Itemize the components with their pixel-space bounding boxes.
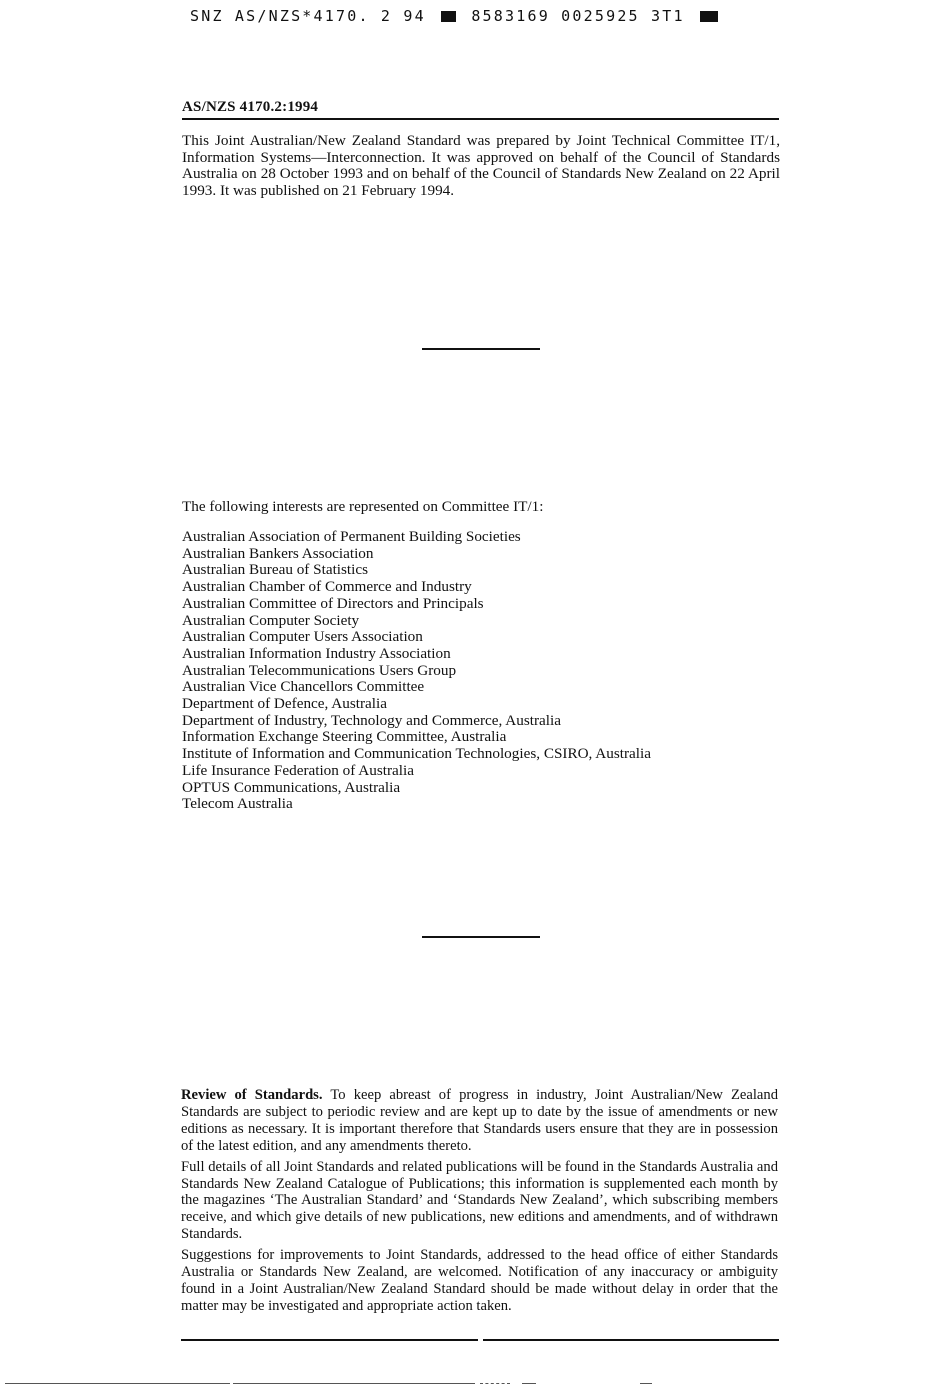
list-item: Australian Vice Chancellors Committee xyxy=(182,678,425,696)
list-item: Australian Computer Users Association xyxy=(182,628,423,646)
scan-edge-line xyxy=(5,1383,230,1384)
scan-header-code xyxy=(190,7,790,25)
list-item: OPTUS Communications, Australia xyxy=(182,778,401,796)
list-item: Australian Information Industry Association xyxy=(182,644,451,662)
scan-edge-line xyxy=(522,1383,536,1384)
document-header xyxy=(182,98,779,120)
interests-heading: The following interests are represented on Committee IT/1: xyxy=(182,498,544,515)
list-item: Australian Chamber of Commerce and Industry xyxy=(182,578,472,596)
list-item: Australian Bankers Association xyxy=(182,544,374,562)
scan-edge-line xyxy=(233,1383,475,1384)
list-item: Life Insurance Federation of Australia xyxy=(182,761,414,779)
review-paragraph-1-text: To keep abreast of progress in industry, Joint Australian/New Zealand Standards are subject to periodic review and are kept up to date by the issue of amendments or new editions as necessary. It is important therefore that Standards users ensure that they are in possession of the latest edition, and any amendments thereto. xyxy=(181,1087,778,1154)
review-paragraph-3: Suggestions for improvements to Joint Standards, addressed to the head office of either Standards Australia or Standards New Zealand, are welcomed. Notification of any inaccuracy or ambiguity found in a Joint Australian/New Zealand Standard should be made without delay in order that the matter may be investigated and appropriate action taken. xyxy=(181,1247,778,1314)
section-divider xyxy=(422,348,540,350)
list-item: Australian Association of Permanent Building Societies xyxy=(182,528,521,545)
list-item: Institute of Information and Communication Technologies, CSIRO, Australia xyxy=(182,745,651,763)
scan-edge-line xyxy=(640,1383,652,1384)
list-item: Department of Industry, Technology and Commerce, Australia xyxy=(182,711,561,729)
list-item: Australian Telecommunications Users Group xyxy=(182,661,457,679)
list-item: Australian Committee of Directors and Principals xyxy=(182,594,484,612)
review-paragraph-1 xyxy=(181,1087,778,1155)
list-item: Department of Defence, Australia xyxy=(182,695,387,713)
scan-header-code-part2: 8583169 0025925 3T1 xyxy=(471,7,685,25)
list-item: Information Exchange Steering Committee, Australia xyxy=(182,728,507,746)
review-paragraph-2: Full details of all Joint Standards and related publications will be found in the Standards Australia and Standards New Zealand Catalogue of Publications; this information is supplemented each month by the magazines ‘The Australian Standard’ and ‘Standards New Zealand’, which subscribing members receive, and which give details of new publications, new editions and amendments, and of withdrawn Standards. xyxy=(181,1158,778,1243)
list-item: Telecom Australia xyxy=(182,795,293,813)
list-item: Australian Computer Society xyxy=(182,611,360,629)
scan-edge-line xyxy=(480,1383,510,1384)
section-divider xyxy=(422,936,540,938)
review-of-standards xyxy=(181,1087,778,1319)
footer-rule xyxy=(181,1339,478,1341)
barcode-block-icon xyxy=(700,11,718,22)
review-lead: Review of Standards. xyxy=(181,1087,323,1103)
preparation-statement: This Joint Australian/New Zealand Standard was prepared by Joint Technical Committee IT/1, Information Systems—Interconnection. It was approved on behalf of the Council of Standards Australia on 28 October 1993 and on behalf of the Council of Standards New Zealand on 22 April 1993. It was published on 21 February 1994. xyxy=(182,132,780,200)
list-item: Australian Bureau of Statistics xyxy=(182,561,369,579)
document-number: AS/NZS 4170.2:1994 xyxy=(182,99,319,115)
footer-rule xyxy=(483,1339,779,1341)
interests-list xyxy=(182,529,782,813)
barcode-block-icon xyxy=(441,11,456,22)
scan-header-code-part1: SNZ AS/NZS*4170. 2 94 xyxy=(190,7,426,25)
